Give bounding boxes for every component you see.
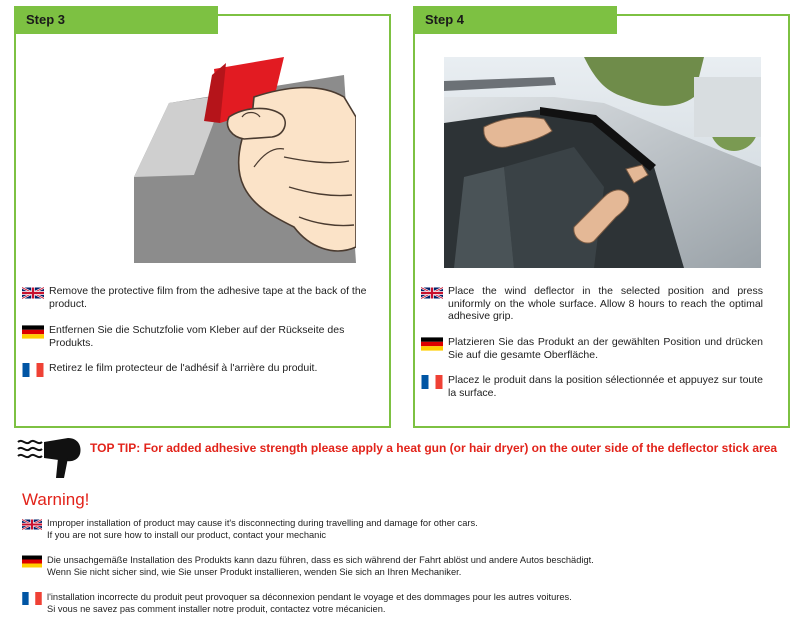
- warning-item-en: [22, 517, 478, 541]
- warning-line: If you are not sure how to install our product, contact your mechanic: [47, 530, 327, 540]
- instruction-text: Retirez le film protecteur de l'adhésif à l'arrière du produit.: [49, 362, 318, 374]
- step4-label: Step 4: [413, 6, 617, 34]
- step3-illustration: [134, 57, 356, 263]
- french-flag-icon: [22, 592, 42, 605]
- uk-flag-icon: [22, 286, 44, 300]
- step4-instruction-de: [421, 336, 763, 361]
- warning-line: l'installation incorrecte du produit peut provoquer sa déconnexion pendant le voyage et des dommages pour les autres voitures.: [47, 592, 572, 602]
- warning-item-de: [22, 554, 594, 578]
- german-flag-icon: [22, 555, 42, 568]
- step3-instruction-fr: [22, 362, 367, 377]
- german-flag-icon: [421, 337, 443, 351]
- instruction-text: Platzieren Sie das Produkt an der gewählten Position und drücken Sie auf die gesamte Oberfläche.: [448, 336, 763, 361]
- step4-instruction-fr: [421, 374, 763, 399]
- hair-dryer-icon: [16, 434, 82, 478]
- warning-item-fr: [22, 591, 572, 615]
- step3-instruction-de: [22, 324, 367, 349]
- instruction-text: Placez le produit dans la position sélectionnée et appuyez sur toute la surface.: [448, 374, 763, 399]
- step3-instruction-en: [22, 285, 367, 310]
- warning-line: Die unsachgemäße Installation des Produkts kann dazu führen, dass es sich während der Fahrt ablöst und andere Autos beschädigt.: [47, 555, 594, 565]
- uk-flag-icon: [22, 518, 42, 531]
- instruction-text: Place the wind deflector in the selected position and press uniformly on the whole surface. Allow 8 hours to reach the optimal adhesive grip.: [448, 285, 763, 322]
- top-tip-text: TOP TIP: For added adhesive strength please apply a heat gun (or hair dryer) on the outer side of the deflector stick area: [90, 441, 778, 455]
- french-flag-icon: [421, 375, 443, 389]
- step3-label: Step 3: [14, 6, 218, 34]
- instruction-text: Remove the protective film from the adhesive tape at the back of the product.: [49, 285, 367, 310]
- step4-instruction-en: [421, 285, 763, 323]
- warning-title: Warning!: [22, 490, 90, 509]
- step4-photo: [444, 57, 761, 268]
- german-flag-icon: [22, 325, 44, 339]
- warning-line: Wenn Sie nicht sicher sind, wie Sie unser Produkt installieren, wenden Sie sich an Ihren Mechaniker.: [47, 567, 462, 577]
- instruction-text: Entfernen Sie die Schutzfolie vom Kleber auf der Rückseite des Produkts.: [49, 324, 345, 349]
- uk-flag-icon: [421, 286, 443, 300]
- warning-line: Si vous ne savez pas comment installer notre produit, contactez votre mécanicien.: [47, 604, 386, 614]
- warning-line: Improper installation of product may cause it's disconnecting during travelling and damage for other cars.: [47, 518, 478, 528]
- french-flag-icon: [22, 363, 44, 377]
